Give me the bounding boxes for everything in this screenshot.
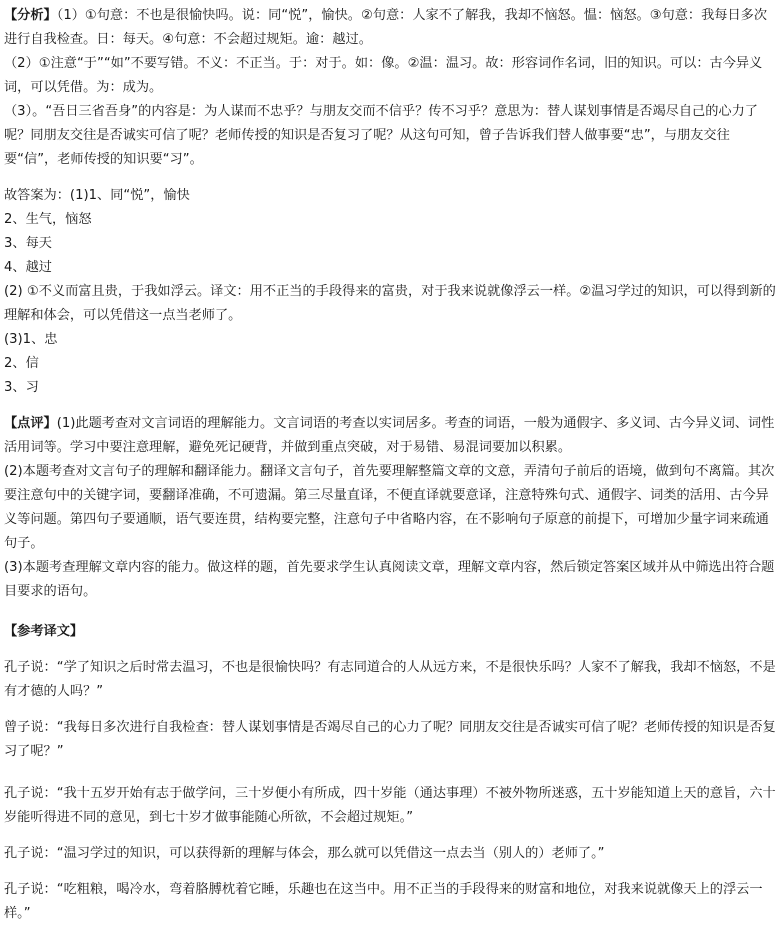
answer-line-4: 4、越过 [4, 260, 52, 275]
analysis-paragraph-3: （3）。“吾日三省吾身”的内容是：为人谋而不忠乎？与朋友交而不信乎？传不习乎？意思为：替人谋划事情是否竭尽自己的心力了呢？同朋友交往是否诚实可信了呢？老师传授的知识是否复习了呢？从这句可知，曾子告诉我们替人做事要“忠”，与朋友交往要“信”，老师传授的知识要“习”。 [4, 104, 758, 167]
analysis-paragraph-1 [4, 4, 778, 52]
analysis-label: 【分析】 [4, 8, 57, 23]
answer-line-8: 3、习 [4, 380, 39, 395]
translation-paragraph-4: 孔子说：“温习学过的知识，可以获得新的理解与体会，那么就可以凭借这一点去当（别人的）老师了。” [4, 846, 605, 861]
comment-text-1: (1)此题考查对文言词语的理解能力。文言词语的考查以实词居多。考查的词语，一般为通假字、多义词、古今异义词、词性活用词等。学习中要注意理解，避免死记硬背，并做到重点突破，对于易错、易混词要加以积累。 [4, 416, 775, 455]
answer-line-7: 2、信 [4, 356, 39, 371]
answer-line-2: 2、生气，恼怒 [4, 212, 92, 227]
analysis-paragraph-2: （2）①注意“于”“如”不要写错。不义：不正当。于：对于。如：像。②温：温习。故：形容词作名词，旧的知识。可以：古今异义词，可以凭借。为：成为。 [4, 56, 763, 95]
translation-paragraph-5: 孔子说：“吃粗粮，喝冷水，弯着胳膊枕着它睡，乐趣也在这当中。用不正当的手段得来的财富和地位，对我来说就像天上的浮云一样。” [4, 882, 763, 921]
answer-line-5: (2) ①不义而富且贵，于我如浮云。译文：用不正当的手段得来的富贵，对于我来说就像浮云一样。②温习学过的知识，可以得到新的理解和体会，可以凭借这一点当老师了。 [4, 284, 776, 323]
answer-line-3: 3、每天 [4, 236, 52, 251]
comment-paragraph-3: (3)本题考查理解文章内容的能力。做这样的题，首先要求学生认真阅读文章，理解文章内容，然后锁定答案区域并从中筛选出符合题目要求的语句。 [4, 560, 775, 599]
translation-paragraph-2: 曾子说：“我每日多次进行自我检查：替人谋划事情是否竭尽自己的心力了呢？同朋友交往是否诚实可信了呢？老师传授的知识是否复习了呢？” [4, 720, 776, 759]
comment-paragraph-1 [4, 412, 778, 460]
translation-paragraph-3: 孔子说：“我十五岁开始有志于做学问，三十岁便小有所成，四十岁能（通达事理）不被外物所迷惑，五十岁能知道上天的意旨，六十岁能听得进不同的意见，到七十岁才做事能随心所欲，不会超过规矩。” [4, 786, 776, 825]
comment-paragraph-2: (2)本题考查对文言句子的理解和翻译能力。翻译文言句子，首先要理解整篇文章的文意，弄清句子前后的语境，做到句不离篇。其次要注意句中的关键字词，要翻译准确，不可遗漏。第三尽量直译，不便直译就要意译，注意特殊句式、通假字、词类的活用、古今异义等问题。第四句子要通顺，语气要连贯，结构要完整，注意句子中省略内容，在不影响句子原意的前提下，可增加少量字词来疏通句子。 [4, 464, 775, 551]
translation-label: 【参考译文】 [4, 624, 84, 639]
comment-label: 【点评】 [4, 416, 57, 431]
analysis-text-1: （1）①句意：不也是很愉快吗。说：同“悦”，愉快。②句意：人家不了解我，我却不恼怒。愠：恼怒。③句意：我每日多次进行自我检查。日：每天。④句意：不会超过规矩。逾：越过。 [4, 8, 768, 47]
answer-line-1: 故答案为：(1)1、同“悦”，愉快 [4, 188, 190, 203]
answer-line-6: (3)1、忠 [4, 332, 58, 347]
translation-paragraph-1: 孔子说：“学了知识之后时常去温习，不也是很愉快吗？有志同道合的人从远方来，不是很快乐吗？人家不了解我，我却不恼怒，不是有才德的人吗？” [4, 660, 776, 699]
